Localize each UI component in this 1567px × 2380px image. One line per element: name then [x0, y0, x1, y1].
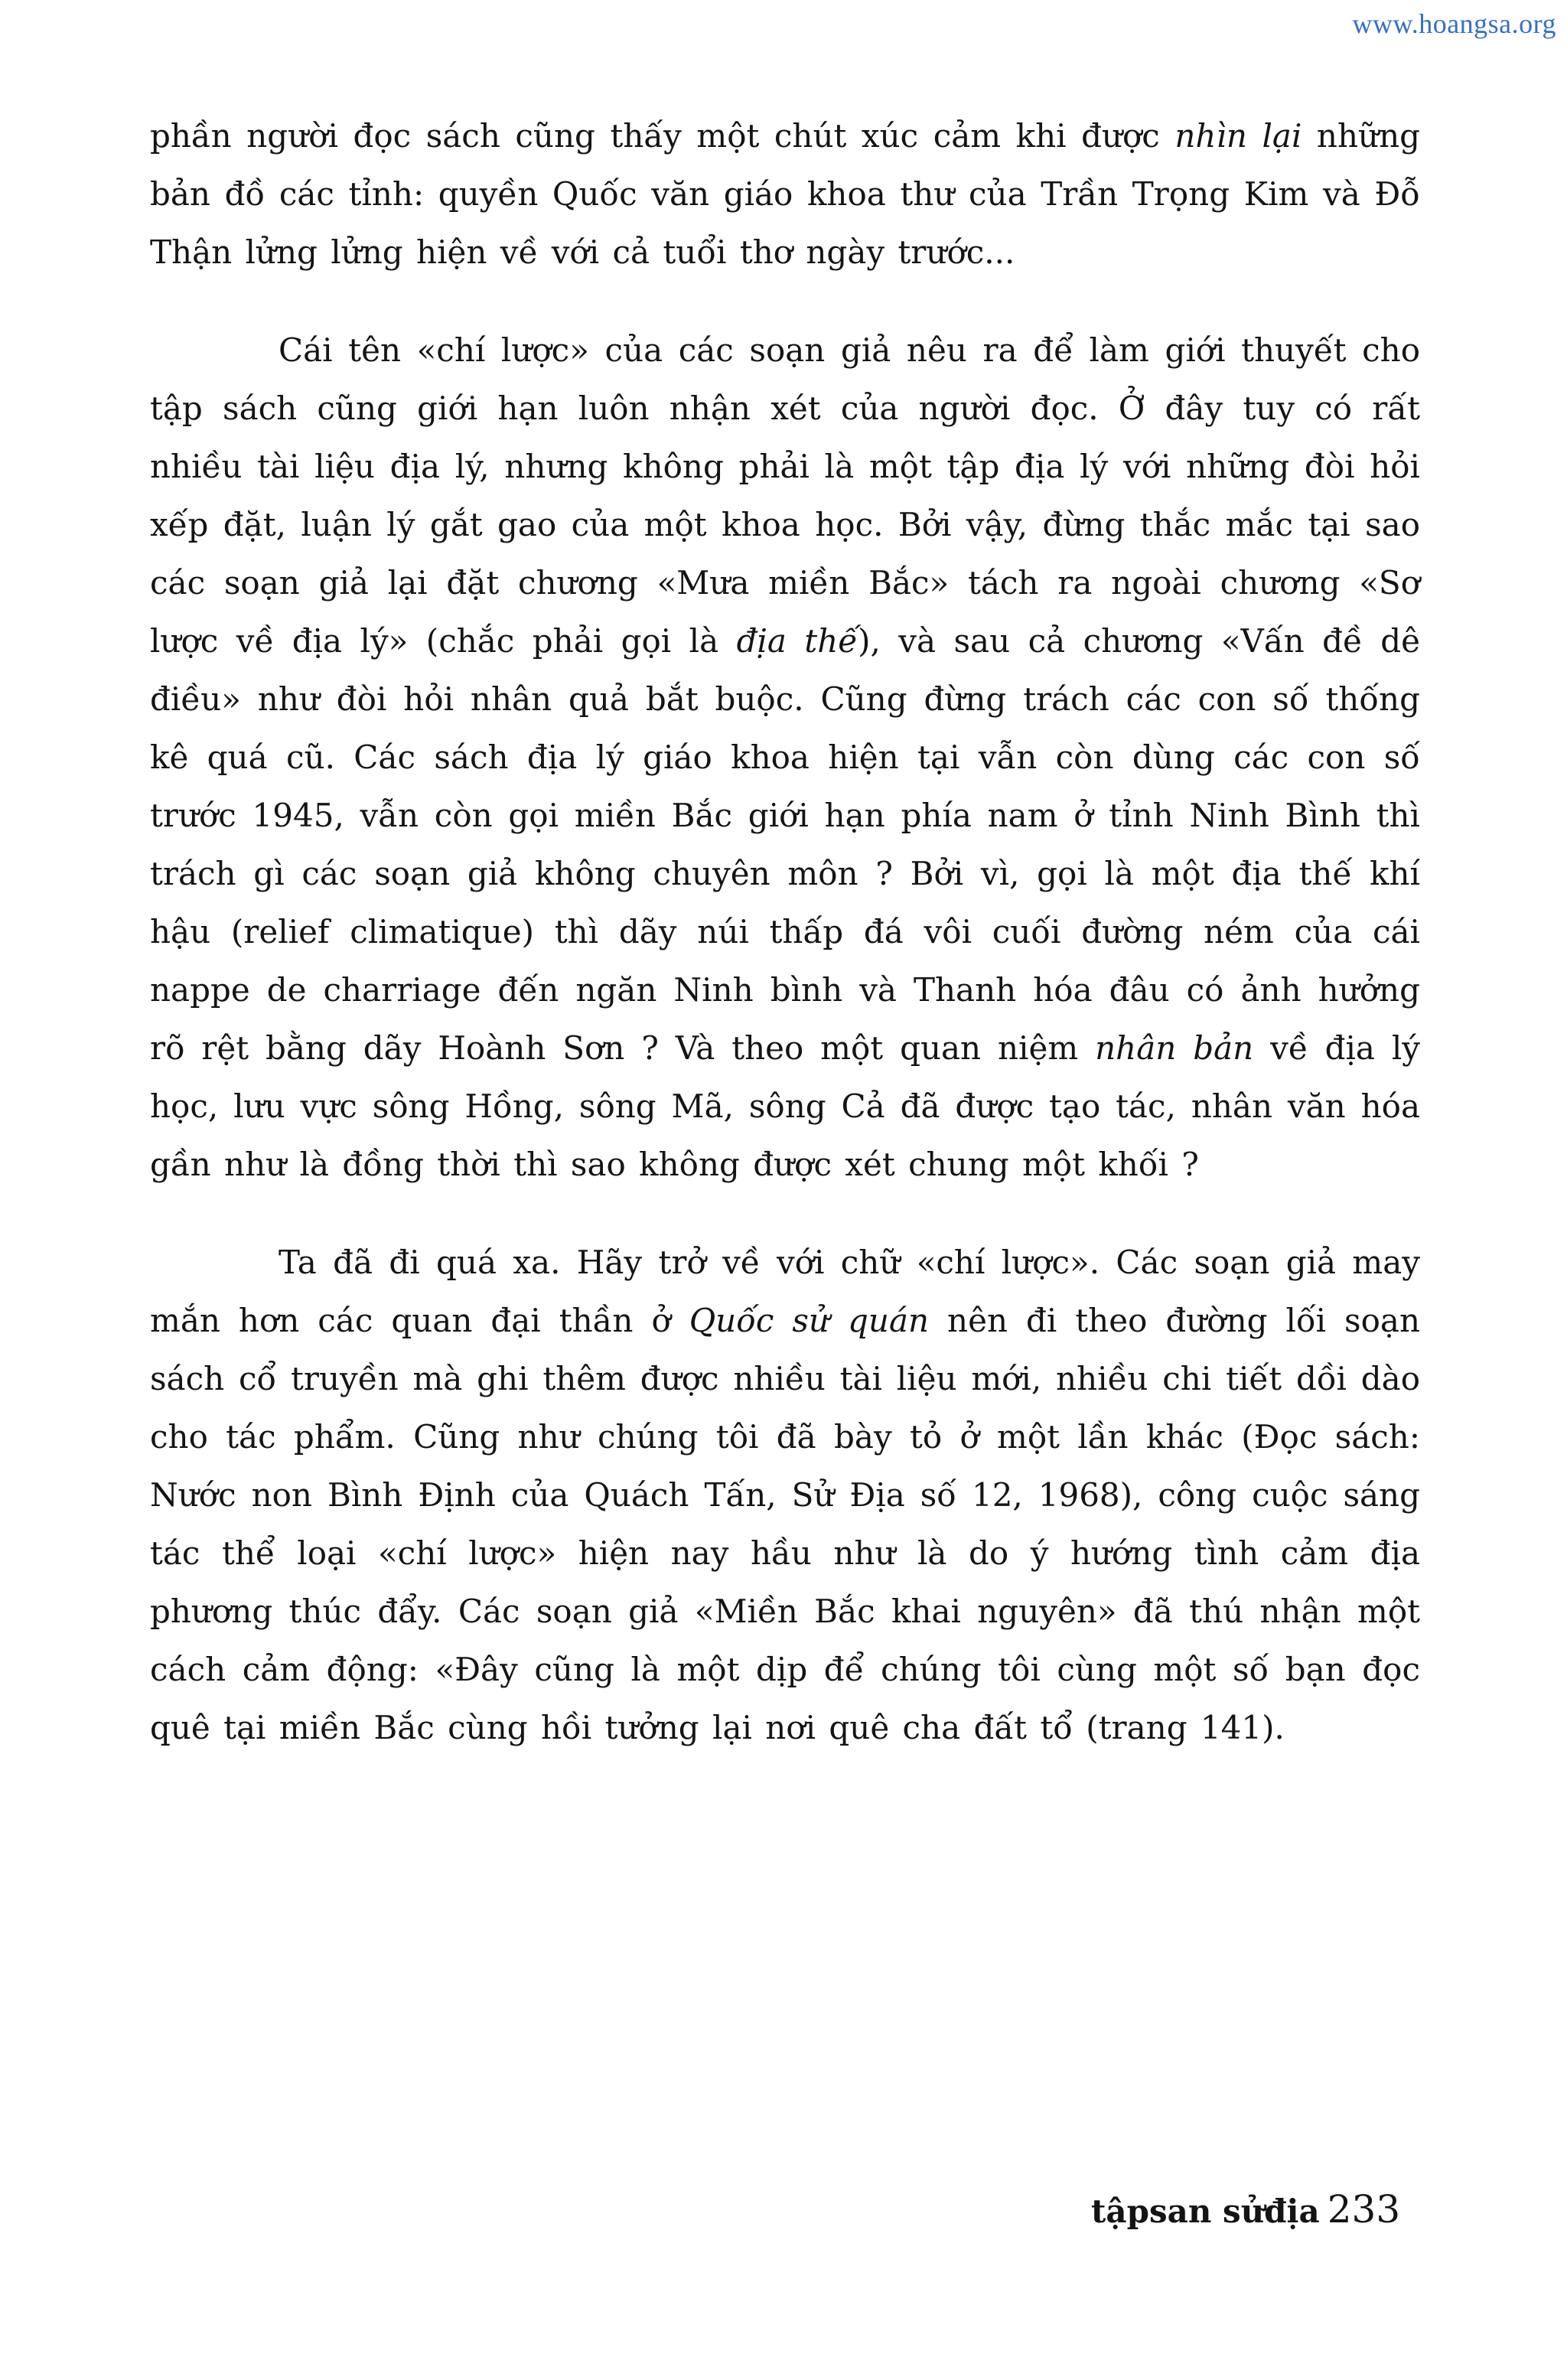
text-run: ), và sau cả chương «Vấn đề dê điều» như đòi hỏi nhân quả bắt buộc. Cũng đừng trách các con số thống kê quá cũ. Các sách địa lý giáo khoa hiện tại vẫn còn dùng các con số trước 1945, vẫn còn gọi miền Bắc giới hạn phía nam ở tỉnh Ninh Bình thì trách gì các soạn giả không chuyên môn ? Bởi vì, gọi là một địa thế khí hậu (relief climatique) thì dãy núi thấp đá vôi cuối đường ném của cái nappe de charriage đến ngăn Ninh bình và Thanh hóa đâu có ảnh hưởng rõ rệt bằng dãy Hoành Sơn ? Và theo một quan niệm: [150, 622, 1420, 1067]
page-number: 233: [1327, 2187, 1401, 2232]
watermark-url[interactable]: www.hoangsa.org: [1352, 8, 1556, 39]
italic-phrase: Quốc sử quán: [689, 1302, 930, 1339]
journal-title: tậpsan sửđịa: [1091, 2193, 1320, 2230]
paragraph-1: [150, 107, 1420, 282]
text-run: Cái tên «chí lược» của các soạn giả nêu ra để làm giới thuyết cho tập sách cũng giới hạn luôn nhận xét của người đọc. Ở đây tuy có rất nhiều tài liệu địa lý, nhưng không phải là một tập địa lý với những đòi hỏi xếp đặt, luận lý gắt gao của một khoa học. Bởi vậy, đừng thắc mắc tại sao các soạn giả lại đặt chương «Mưa miền Bắc» tách ra ngoài chương «Sơ lược về địa lý» (chắc phải gọi là: [150, 331, 1420, 660]
page-body: [150, 107, 1420, 1757]
text-run: Ta đã đi quá xa. Hãy trở về với chữ «chí lược». Các soạn giả may mắn hơn các quan đại thần ở: [150, 1244, 1420, 1339]
page-footer: [1091, 2187, 1400, 2232]
italic-phrase: địa thế: [736, 622, 858, 660]
italic-phrase: nhìn lại: [1174, 117, 1302, 155]
italic-phrase: nhân bản: [1095, 1029, 1254, 1067]
text-run: những bản đồ các tỉnh: quyền Quốc văn giáo khoa thư của Trần Trọng Kim và Đỗ Thận lửng lửng hiện về với cả tuổi thơ ngày trước...: [150, 117, 1421, 271]
text-run: phần người đọc sách cũng thấy một chút xúc cảm khi được: [150, 117, 1175, 155]
text-run: nên đi theo đường lối soạn sách cổ truyền mà ghi thêm được nhiều tài liệu mới, nhiều chi tiết dồi dào cho tác phẩm. Cũng như chúng tôi đã bày tỏ ở một lần khác (Đọc sách: Nước non Bình Định của Quách Tấn, Sử Địa số 12, 1968), công cuộc sáng tác thể loại «chí lược» hiện nay hầu như là do ý hướng tình cảm địa phương thúc đẩy. Các soạn giả «Miền Bắc khai nguyên» đã thú nhận một cách cảm động: «Đây cũng là một dịp để chúng tôi cùng một số bạn đọc quê tại miền Bắc cùng hồi tưởng lại nơi quê cha đất tổ (trang 141).: [150, 1302, 1420, 1746]
paragraph-2: [150, 321, 1420, 1194]
paragraph-3: [150, 1234, 1420, 1757]
text-run: về địa lý học, lưu vực sông Hồng, sông Mã, sông Cả đã được tạo tác, nhân văn hóa gần như là đồng thời thì sao không được xét chung một khối ?: [150, 1029, 1420, 1183]
